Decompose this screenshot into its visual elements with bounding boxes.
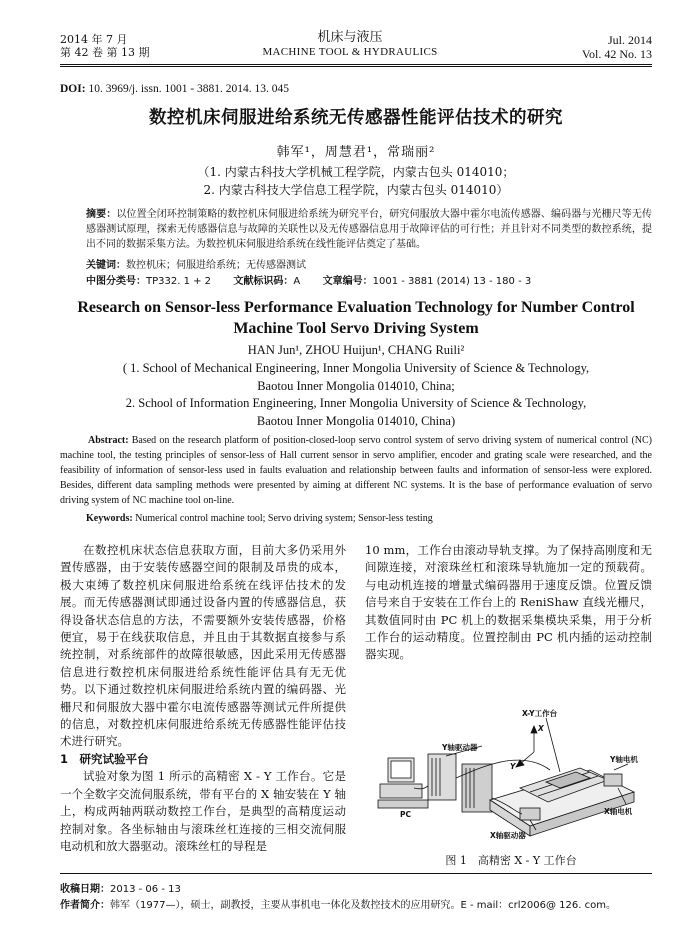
figure-1 <box>370 708 652 848</box>
paragraph-intro: 在数控机床状态信息获取方面，目前大多仍采用外置传感器，由于安装传感器空间的限制及昂贵的成本，极大束缚了数控机床伺服进给系统在线评估技术的发展。而无传感器测试即通过设备内置的传感器信息，获得设备状态信息的方法，不需要额外安装传感器，价格便宜，易于在线获取信息，并且由于其数据直接参与系统控制，对系统部件的故障很敏感，因此采用无传感器信息进行数控机床伺服进给系统性能评估具有无无优势。以下通过数控机床伺服进给系统内置的编码器、光栅尺和伺服放大器中霍尔电流传感器等测试元件所提供的信息，对数控机床伺服进给系统无传感器性能评估技术进行研究。 <box>60 543 346 749</box>
header-volume-en: Vol. 42 No. 13 <box>581 47 652 61</box>
header-right <box>582 33 652 61</box>
abstract-cn-label: 摘要： <box>86 209 117 220</box>
header-date: 2014 年 7 月 <box>60 33 128 46</box>
paragraph-platform: 试验对象为图 1 所示的高精密 X - Y 工作台。它是一个全数字交流伺服系统，带有平台的 X 轴安装在 Y 轴上，构成两轴两联动数控工作台，是典型的高精度运动控制对象。各坐标轴由与滚珠丝杠连接的三相交流伺服电动机和放大器驱动。滚珠丝杠的导程是 <box>60 769 346 853</box>
header-rule-1 <box>60 64 652 65</box>
keywords-cn <box>86 256 306 271</box>
received-value: 2013 - 06 - 13 <box>110 884 181 895</box>
clc-label: 中图分类号： <box>86 276 146 287</box>
title-en-line-2: Machine Tool Servo Driving System <box>233 320 479 337</box>
clc-value: TP332. 1 + 2 <box>146 276 212 287</box>
keywords-cn-text: 数控机床；伺服进给系统；无传感器测试 <box>126 260 306 271</box>
affiliation-en-3: 2. School of Information Engineering, Inner Mongolia University of Science & Technology, <box>125 396 587 410</box>
doc-code-label: 文献标识码： <box>233 276 294 287</box>
affiliation-en-1: ( 1. School of Mechanical Engineering, Inner Mongolia University of Science & Technology, <box>122 361 590 375</box>
classification-cn <box>86 272 531 287</box>
affiliation-cn-1: （1. 内蒙古科技大学机械工程学院，内蒙古包头 014010； <box>197 165 515 179</box>
article-no-value: 1001 - 3881 (2014) 13 - 180 - 3 <box>372 276 532 287</box>
abstract-en-label: Abstract: <box>88 435 129 446</box>
label-x-driver: X轴驱动器 <box>490 831 526 840</box>
affiliation-en-2: Baotou Inner Mongolia 014010, China; <box>257 378 455 393</box>
abstract-cn-text: 以位置全闭环控制策略的数控机床伺服进给系统为研究平台，研究伺服放大器中霍尔电流传感器、编码器与光栅尺等无传感器测试原理，探索无传感器信息与故障的关联性以及无传感器信息用于故障评估的可行性；并且针对不同类型的数控系统，提出不同的数据采集方法。为数控机床伺服进给系统在线性能评估奠定了基础。 <box>86 209 653 250</box>
label-pc: PC <box>400 810 412 819</box>
journal-title-en: MACHINE TOOL & HYDRAULICS <box>262 46 438 58</box>
paragraph-platform-cont: 10 mm，工作台由滚动导轨支撑。为了保持高刚度和无间隙连接，对滚珠丝杠和滚珠导轨施加一定的预载荷。与电动机连接的增量式编码器用于速度反馈。位置反馈信号来自于安装在工作台上的 ReniShaw 直线光栅尺，其数值同时由 PC 机上的数据采集模块采集，用于分析工作台的运动精度。位置控制由 PC 机内插的运动控制器实现。 <box>365 543 652 662</box>
journal-title-cn: 机床与液压 <box>317 30 383 45</box>
authors-en: HAN Jun¹, ZHOU Huijun¹, CHANG Ruili² <box>247 343 465 357</box>
header-rule-2 <box>60 66 652 67</box>
keywords-en-label: Keywords: <box>86 513 133 524</box>
label-x-axis: X <box>538 724 544 733</box>
doc-code-value: A <box>293 276 301 287</box>
keywords-en-text: Numerical control machine tool; Servo driving system; Sensor-less testing <box>135 513 433 524</box>
keywords-cn-label: 关键词： <box>86 260 126 271</box>
affiliation-en <box>60 360 652 430</box>
label-y-axis: Y <box>510 762 516 771</box>
header-center <box>250 30 450 59</box>
section-heading-1: 1 研究试验平台 <box>60 751 149 766</box>
keywords-en <box>86 513 433 524</box>
article-no-label: 文章编号： <box>322 276 373 287</box>
title-en <box>60 297 652 339</box>
affiliation-cn-2: 2. 内蒙古科技大学信息工程学院，内蒙古包头 014010） <box>203 183 509 197</box>
title-cn: 数控机床伺服进给系统无传感器性能评估技术的研究 <box>149 108 563 128</box>
received-label: 收稿日期： <box>60 884 110 895</box>
abstract-en <box>60 433 652 508</box>
body-left-column <box>60 542 346 855</box>
title-en-line-1: Research on Sensor-less Performance Evaluation Technology for Number Control <box>77 299 635 316</box>
abstract-cn <box>86 207 652 252</box>
author-bio-value: 韩军（1977—），硕士，副教授，主要从事机电一体化及数控技术的应用研究。E - mail：crl2006@ 126. com。 <box>110 900 616 911</box>
affiliation-en-4: Baotou Inner Mongolia 014010, China) <box>256 413 456 428</box>
label-y-motor: Y轴电机 <box>610 755 638 764</box>
header-month-en: Jul. 2014 <box>607 33 652 47</box>
label-x-motor: X轴电机 <box>604 807 633 816</box>
author-bio-label: 作者简介： <box>60 900 110 911</box>
author-bio <box>60 896 660 911</box>
body-right-column <box>365 542 652 664</box>
footnote-rule <box>60 873 652 874</box>
doi <box>60 83 289 95</box>
figure-1-caption: 图 1 高精密 X - Y 工作台 <box>445 854 577 867</box>
header-left <box>60 33 149 59</box>
label-y-driver: Y轴驱动器 <box>442 743 478 752</box>
authors-cn: 韩军¹，周慧君¹，常瑞丽² <box>276 145 436 160</box>
doi-label: DOI: <box>60 83 86 95</box>
received-date <box>60 880 181 895</box>
header-volume-cn: 第 42 卷 第 13 期 <box>60 46 150 59</box>
label-xy-table: X-Y工作台 <box>522 709 558 718</box>
doi-value: 10. 3969/j. issn. 1001 - 3881. 2014. 13. 045 <box>88 83 290 95</box>
abstract-en-text: Based on the research platform of position-closed-loop servo control system of servo driving system of numerical control (NC) machine tool, the testing principles of sensor-less of Hall current sensor in servo amplifier, encoder and grating scale were researched, and the feasibility of information of sensor-less used in faults evaluation and relationship between faults and information of sensor-less were explored. Besides, different data sampling methods were presented by aiming at different NC systems. It is the base of performance evaluation of servo driving system of NC machine tool on-line. <box>60 435 653 506</box>
xy-table-illustration <box>370 708 652 848</box>
